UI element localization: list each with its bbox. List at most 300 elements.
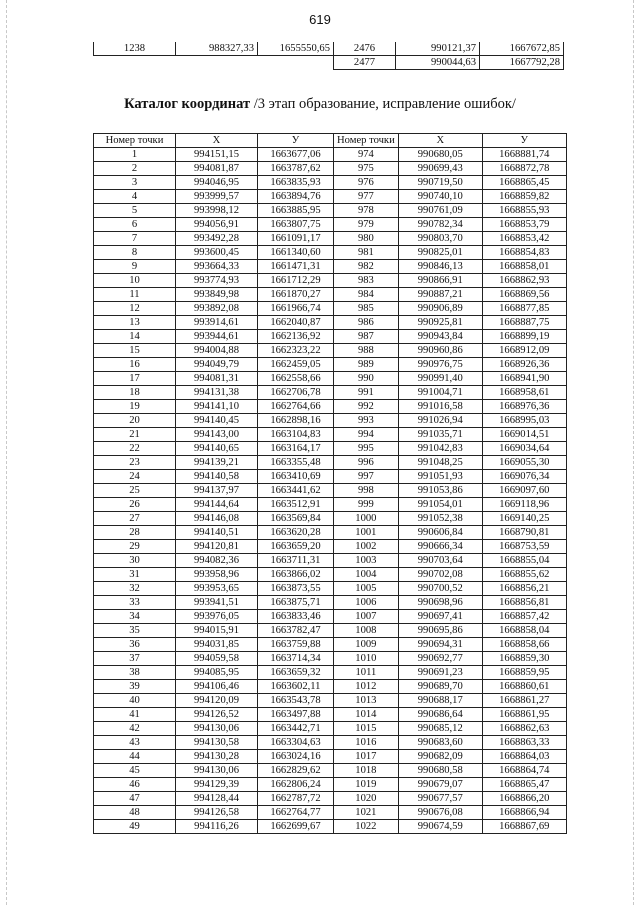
table-cell: 27 — [94, 512, 176, 526]
table-cell: 1017 — [334, 750, 399, 764]
table-cell: 1668941,90 — [482, 372, 566, 386]
table-cell: 1663714,34 — [258, 652, 334, 666]
table-cell: 1022 — [334, 820, 399, 834]
table-cell: 990825,01 — [398, 246, 482, 260]
table-cell: 994015,91 — [176, 624, 258, 638]
table-cell: 994046,95 — [176, 176, 258, 190]
table-cell: 1663659,20 — [258, 540, 334, 554]
table-cell: 1668864,74 — [482, 764, 566, 778]
table-cell: 1668887,75 — [482, 316, 566, 330]
table-cell: 32 — [94, 582, 176, 596]
table-cell: 9 — [94, 260, 176, 274]
table-cell: 1003 — [334, 554, 399, 568]
table-cell: 1663894,76 — [258, 190, 334, 204]
table-row — [94, 484, 567, 498]
table-cell: 6 — [94, 218, 176, 232]
table-cell: 990 — [334, 372, 399, 386]
table-cell: 1663569,84 — [258, 512, 334, 526]
table-cell: 1668858,01 — [482, 260, 566, 274]
table-cell: 1662764,66 — [258, 400, 334, 414]
table-row — [94, 694, 567, 708]
table-cell: 993944,61 — [176, 330, 258, 344]
table-cell: 990679,07 — [398, 778, 482, 792]
table-cell: 990887,21 — [398, 288, 482, 302]
table-cell: 994126,58 — [176, 806, 258, 820]
table-cell: 990991,40 — [398, 372, 482, 386]
table-cell — [94, 56, 176, 70]
table-cell: 1668861,95 — [482, 708, 566, 722]
table-row — [94, 190, 567, 204]
table-cell: 1668861,27 — [482, 694, 566, 708]
table-cell: 1668865,47 — [482, 778, 566, 792]
table-row — [94, 358, 567, 372]
table-cell: 994031,85 — [176, 638, 258, 652]
table-cell: 1669140,25 — [482, 512, 566, 526]
table-cell: 33 — [94, 596, 176, 610]
catalog-title-bold: Каталог координат — [124, 96, 251, 112]
table-cell: 26 — [94, 498, 176, 512]
table-cell: 977 — [334, 190, 399, 204]
table-cell: 993941,51 — [176, 596, 258, 610]
table-cell: 1668790,81 — [482, 526, 566, 540]
table-cell: 1667792,28 — [480, 56, 564, 70]
table-cell: 1015 — [334, 722, 399, 736]
table-cell: 990700,52 — [398, 582, 482, 596]
table-cell: 991026,94 — [398, 414, 482, 428]
table-cell: 988 — [334, 344, 399, 358]
table-row — [94, 666, 567, 680]
table-cell: 990695,86 — [398, 624, 482, 638]
table-row — [94, 56, 564, 70]
table-cell: 1663164,17 — [258, 442, 334, 456]
table-cell: 990044,63 — [396, 56, 480, 70]
table-cell: 993600,45 — [176, 246, 258, 260]
table-cell: 994126,52 — [176, 708, 258, 722]
table-cell: 990740,10 — [398, 190, 482, 204]
table-cell: 1668855,62 — [482, 568, 566, 582]
table-cell: 990976,75 — [398, 358, 482, 372]
table-cell: 974 — [334, 148, 399, 162]
table-cell: 1662040,87 — [258, 316, 334, 330]
table-cell: 1668855,04 — [482, 554, 566, 568]
table-cell: 1663787,62 — [258, 162, 334, 176]
table-cell: 994140,51 — [176, 526, 258, 540]
table-cell: 994143,00 — [176, 428, 258, 442]
table-cell: 990943,84 — [398, 330, 482, 344]
table-cell: 993953,65 — [176, 582, 258, 596]
table-cell: 2477 — [334, 56, 396, 70]
table-cell: 1668899,19 — [482, 330, 566, 344]
table-cell — [176, 56, 258, 70]
table-cell: 993998,12 — [176, 204, 258, 218]
table-cell: 1000 — [334, 512, 399, 526]
table-cell: 46 — [94, 778, 176, 792]
table-cell: 997 — [334, 470, 399, 484]
table-cell: 991016,58 — [398, 400, 482, 414]
table-cell: 1668866,20 — [482, 792, 566, 806]
table-cell: 994146,08 — [176, 512, 258, 526]
table-cell: 999 — [334, 498, 399, 512]
table-cell: 1002 — [334, 540, 399, 554]
table-cell: 991054,01 — [398, 498, 482, 512]
table-cell: 1008 — [334, 624, 399, 638]
catalog-title — [0, 96, 640, 113]
header-y-2: У — [482, 134, 566, 148]
page-edge-right — [633, 0, 634, 905]
table-cell: 1668859,30 — [482, 652, 566, 666]
table-cell: 1668976,36 — [482, 400, 566, 414]
header-x-2: X — [398, 134, 482, 148]
table-cell: 993999,57 — [176, 190, 258, 204]
table-cell: 986 — [334, 316, 399, 330]
table-cell: 990685,12 — [398, 722, 482, 736]
table-cell: 1663024,16 — [258, 750, 334, 764]
table-cell: 8 — [94, 246, 176, 260]
table-cell: 1662898,16 — [258, 414, 334, 428]
table-cell: 1661091,17 — [258, 232, 334, 246]
table-cell: 988327,33 — [176, 42, 258, 56]
table-row — [94, 470, 567, 484]
table-cell: 1001 — [334, 526, 399, 540]
table-cell: 1662829,62 — [258, 764, 334, 778]
table-cell: 1663442,71 — [258, 722, 334, 736]
table-row — [94, 512, 567, 526]
table-row — [94, 260, 567, 274]
table-cell: 1668859,82 — [482, 190, 566, 204]
table-row — [94, 414, 567, 428]
table-row — [94, 610, 567, 624]
table-row — [94, 148, 567, 162]
table-cell: 981 — [334, 246, 399, 260]
table-cell: 990699,43 — [398, 162, 482, 176]
table-cell: 990683,60 — [398, 736, 482, 750]
table-cell: 1013 — [334, 694, 399, 708]
table-cell: 990692,77 — [398, 652, 482, 666]
table-cell: 15 — [94, 344, 176, 358]
continuation-table — [93, 42, 564, 70]
table-cell: 19 — [94, 400, 176, 414]
table-cell: 1663875,71 — [258, 596, 334, 610]
table-row — [94, 582, 567, 596]
table-cell: 1019 — [334, 778, 399, 792]
table-cell: 34 — [94, 610, 176, 624]
table-cell: 1668995,03 — [482, 414, 566, 428]
table-cell: 994130,58 — [176, 736, 258, 750]
table-cell: 990691,23 — [398, 666, 482, 680]
table-cell: 1020 — [334, 792, 399, 806]
table-row — [94, 246, 567, 260]
table-cell: 1668860,61 — [482, 680, 566, 694]
table-cell: 990666,34 — [398, 540, 482, 554]
table-cell: 1663512,91 — [258, 498, 334, 512]
table-cell: 990803,70 — [398, 232, 482, 246]
table-cell: 1663835,93 — [258, 176, 334, 190]
table-cell: 21 — [94, 428, 176, 442]
table-cell: 993664,33 — [176, 260, 258, 274]
table-cell: 40 — [94, 694, 176, 708]
table-cell: 1668862,93 — [482, 274, 566, 288]
catalog-table-body — [94, 148, 567, 834]
table-cell: 1663833,46 — [258, 610, 334, 624]
table-row — [94, 42, 564, 56]
table-cell — [258, 56, 334, 70]
table-cell: 1 — [94, 148, 176, 162]
table-cell: 994004,88 — [176, 344, 258, 358]
table-cell: 1662706,78 — [258, 386, 334, 400]
table-cell: 1004 — [334, 568, 399, 582]
table-cell: 984 — [334, 288, 399, 302]
table-cell: 35 — [94, 624, 176, 638]
table-cell: 1663873,55 — [258, 582, 334, 596]
table-cell: 990688,17 — [398, 694, 482, 708]
table-cell: 1668856,81 — [482, 596, 566, 610]
table-cell: 29 — [94, 540, 176, 554]
table-cell: 1021 — [334, 806, 399, 820]
table-cell: 990719,50 — [398, 176, 482, 190]
table-row — [94, 736, 567, 750]
table-cell: 994128,44 — [176, 792, 258, 806]
table-cell: 5 — [94, 204, 176, 218]
table-cell: 1662787,72 — [258, 792, 334, 806]
table-cell: 7 — [94, 232, 176, 246]
table-cell: 991052,38 — [398, 512, 482, 526]
table-cell: 1663104,83 — [258, 428, 334, 442]
table-row — [94, 232, 567, 246]
table-cell: 994082,36 — [176, 554, 258, 568]
table-row — [94, 316, 567, 330]
table-cell: 990686,64 — [398, 708, 482, 722]
table-cell: 1662764,77 — [258, 806, 334, 820]
table-cell: 17 — [94, 372, 176, 386]
table-cell: 41 — [94, 708, 176, 722]
table-cell: 976 — [334, 176, 399, 190]
table-cell: 994059,58 — [176, 652, 258, 666]
table-cell: 38 — [94, 666, 176, 680]
table-cell: 994131,38 — [176, 386, 258, 400]
table-cell: 1661712,29 — [258, 274, 334, 288]
table-cell: 47 — [94, 792, 176, 806]
table-cell: 994141,10 — [176, 400, 258, 414]
table-cell: 1010 — [334, 652, 399, 666]
table-cell: 4 — [94, 190, 176, 204]
table-cell: 990925,81 — [398, 316, 482, 330]
table-cell: 990960,86 — [398, 344, 482, 358]
table-cell: 1663807,75 — [258, 218, 334, 232]
table-row — [94, 204, 567, 218]
table-cell: 1669034,64 — [482, 442, 566, 456]
table-row — [94, 442, 567, 456]
table-cell: 1662136,92 — [258, 330, 334, 344]
table-cell: 14 — [94, 330, 176, 344]
table-row — [94, 764, 567, 778]
table-cell: 998 — [334, 484, 399, 498]
table-cell: 12 — [94, 302, 176, 316]
table-cell: 993492,28 — [176, 232, 258, 246]
table-cell: 1668858,04 — [482, 624, 566, 638]
table-cell: 985 — [334, 302, 399, 316]
table-cell: 990606,84 — [398, 526, 482, 540]
table-cell: 994144,64 — [176, 498, 258, 512]
table-cell: 982 — [334, 260, 399, 274]
table-cell: 1668912,09 — [482, 344, 566, 358]
table-cell: 49 — [94, 820, 176, 834]
table-header-row — [94, 134, 567, 148]
table-cell: 994139,21 — [176, 456, 258, 470]
table-cell: 13 — [94, 316, 176, 330]
table-row — [94, 386, 567, 400]
table-cell: 1663441,62 — [258, 484, 334, 498]
table-cell: 23 — [94, 456, 176, 470]
table-cell: 994056,91 — [176, 218, 258, 232]
table-cell: 990682,09 — [398, 750, 482, 764]
table-cell: 1662806,24 — [258, 778, 334, 792]
table-cell: 991042,83 — [398, 442, 482, 456]
table-row — [94, 400, 567, 414]
table-cell: 994106,46 — [176, 680, 258, 694]
table-row — [94, 722, 567, 736]
table-row — [94, 750, 567, 764]
table-cell: 43 — [94, 736, 176, 750]
table-cell: 1661870,27 — [258, 288, 334, 302]
table-cell: 16 — [94, 358, 176, 372]
table-cell: 10 — [94, 274, 176, 288]
table-cell: 1655550,65 — [258, 42, 334, 56]
table-cell: 1238 — [94, 42, 176, 56]
table-row — [94, 806, 567, 820]
table-cell: 993 — [334, 414, 399, 428]
table-cell: 1661966,74 — [258, 302, 334, 316]
table-cell: 1009 — [334, 638, 399, 652]
table-cell: 996 — [334, 456, 399, 470]
table-cell: 994085,95 — [176, 666, 258, 680]
table-cell: 1663885,95 — [258, 204, 334, 218]
table-cell: 990761,09 — [398, 204, 482, 218]
table-cell: 990702,08 — [398, 568, 482, 582]
header-point-number-2: Номер точки — [334, 134, 399, 148]
table-cell: 990782,34 — [398, 218, 482, 232]
table-cell: 1007 — [334, 610, 399, 624]
table-cell: 994130,28 — [176, 750, 258, 764]
table-cell: 975 — [334, 162, 399, 176]
table-cell: 994129,39 — [176, 778, 258, 792]
table-cell: 1669055,30 — [482, 456, 566, 470]
table-row — [94, 526, 567, 540]
table-cell: 994140,65 — [176, 442, 258, 456]
table-cell: 990680,05 — [398, 148, 482, 162]
page-edge-left — [6, 0, 7, 905]
table-cell: 1662558,66 — [258, 372, 334, 386]
table-cell: 36 — [94, 638, 176, 652]
page-number: 619 — [309, 12, 331, 27]
table-row — [94, 680, 567, 694]
table-cell: 990866,91 — [398, 274, 482, 288]
table-cell: 980 — [334, 232, 399, 246]
table-row — [94, 176, 567, 190]
table-cell: 28 — [94, 526, 176, 540]
table-cell: 2476 — [334, 42, 396, 56]
table-cell: 990906,89 — [398, 302, 482, 316]
table-cell: 1661471,31 — [258, 260, 334, 274]
table-cell: 993849,98 — [176, 288, 258, 302]
table-cell: 1667672,85 — [480, 42, 564, 56]
table-cell: 994 — [334, 428, 399, 442]
table-cell: 993976,05 — [176, 610, 258, 624]
table-cell: 1016 — [334, 736, 399, 750]
table-cell: 991048,25 — [398, 456, 482, 470]
table-cell: 1663304,63 — [258, 736, 334, 750]
table-cell: 993892,08 — [176, 302, 258, 316]
table-cell: 1661340,60 — [258, 246, 334, 260]
table-cell: 993774,93 — [176, 274, 258, 288]
table-cell: 1662323,22 — [258, 344, 334, 358]
coordinate-catalog-table — [93, 133, 567, 834]
table-cell: 994120,09 — [176, 694, 258, 708]
table-cell: 1668866,94 — [482, 806, 566, 820]
table-row — [94, 498, 567, 512]
table-cell: 983 — [334, 274, 399, 288]
continuation-table-body — [94, 42, 564, 70]
table-cell: 994151,15 — [176, 148, 258, 162]
table-cell: 42 — [94, 722, 176, 736]
table-cell: 1663711,31 — [258, 554, 334, 568]
table-cell: 990121,37 — [396, 42, 480, 56]
table-cell: 30 — [94, 554, 176, 568]
table-cell: 1663543,78 — [258, 694, 334, 708]
table-cell: 1663602,11 — [258, 680, 334, 694]
table-cell: 994130,06 — [176, 722, 258, 736]
table-row — [94, 652, 567, 666]
table-cell: 1668753,59 — [482, 540, 566, 554]
table-cell: 1668858,66 — [482, 638, 566, 652]
table-cell: 990698,96 — [398, 596, 482, 610]
table-cell: 994140,45 — [176, 414, 258, 428]
table-cell: 1668862,63 — [482, 722, 566, 736]
table-cell: 1663497,88 — [258, 708, 334, 722]
table-cell: 1663866,02 — [258, 568, 334, 582]
table-cell: 994137,97 — [176, 484, 258, 498]
table-cell: 24 — [94, 470, 176, 484]
table-row — [94, 792, 567, 806]
table-cell: 1669014,51 — [482, 428, 566, 442]
table-cell: 991053,86 — [398, 484, 482, 498]
table-cell: 1668854,83 — [482, 246, 566, 260]
table-cell: 1668857,42 — [482, 610, 566, 624]
header-y-1: У — [258, 134, 334, 148]
table-cell: 39 — [94, 680, 176, 694]
table-cell: 992 — [334, 400, 399, 414]
table-row — [94, 568, 567, 582]
table-cell: 45 — [94, 764, 176, 778]
table-cell: 1668958,61 — [482, 386, 566, 400]
table-cell: 990694,31 — [398, 638, 482, 652]
table-cell: 994081,31 — [176, 372, 258, 386]
table-cell: 990846,13 — [398, 260, 482, 274]
table-cell: 2 — [94, 162, 176, 176]
table-cell: 1668859,95 — [482, 666, 566, 680]
table-cell: 991004,71 — [398, 386, 482, 400]
table-cell: 994116,26 — [176, 820, 258, 834]
table-row — [94, 428, 567, 442]
table-cell: 1663620,28 — [258, 526, 334, 540]
table-cell: 994049,79 — [176, 358, 258, 372]
table-cell: 1668855,93 — [482, 204, 566, 218]
table-cell: 994140,58 — [176, 470, 258, 484]
table-cell: 990674,59 — [398, 820, 482, 834]
table-cell: 993958,96 — [176, 568, 258, 582]
table-cell: 991 — [334, 386, 399, 400]
table-cell: 1668863,33 — [482, 736, 566, 750]
table-cell: 25 — [94, 484, 176, 498]
